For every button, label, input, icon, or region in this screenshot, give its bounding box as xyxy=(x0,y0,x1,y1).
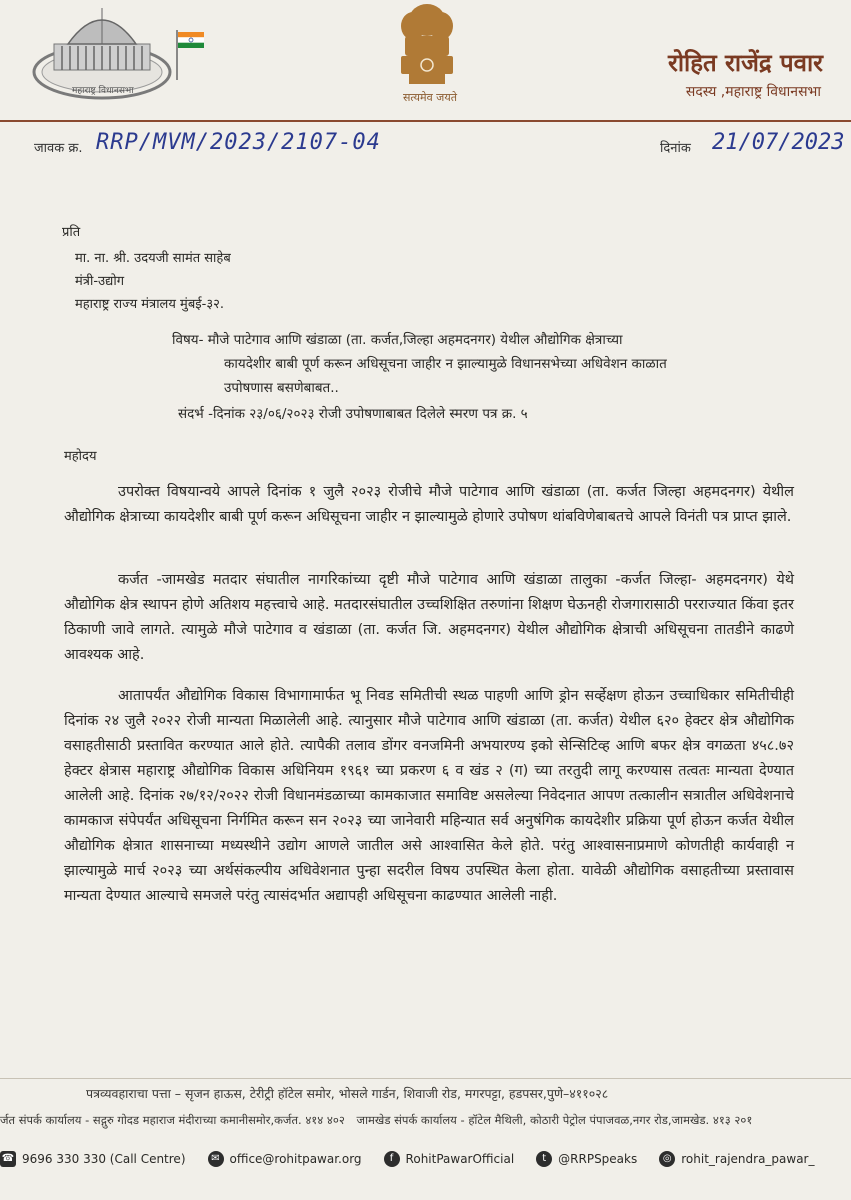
email-icon: ✉ xyxy=(208,1151,224,1167)
correspondence-address: पत्रव्यवहाराचा पत्ता – सृजन हाऊस, टेरीट्री हॉटेल समोर, भोसले गार्डन, शिवाजी रोड, मगरपट्टा, हडपसर,पुणे–४११०२८ xyxy=(86,1086,609,1101)
office-addresses xyxy=(0,1113,851,1128)
twitter-contact xyxy=(536,1151,637,1167)
date-label: दिनांक xyxy=(660,141,691,156)
sender-designation: सदस्य ,महाराष्ट्र विधानसभा xyxy=(685,84,821,100)
recipient-designation: मंत्री-उद्योग xyxy=(75,274,125,289)
instagram-handle: rohit_rajendra_pawar_ xyxy=(681,1152,815,1166)
ref-number: RRP/MVM/2023/2107-04 xyxy=(96,130,381,155)
paragraph-3: आतापर्यंत औद्योगिक विकास विभागामार्फत भू निवड समितीची स्थळ पाहणी आणि ड्रोन सर्व्हेक्षण होऊन उच्चाधिकार समितीचीही दिनांक २४ जुलै २०२२ रोजी मान्यता मिळालेली आहे. त्यानुसार मौजे पाटेगाव आणि खंडाळा (ता. कर्जत) येथील ६२० हेक्टर क्षेत्र औद्योगिक वसाहतीसाठी प्रस्तावित करण्यात आले होते. त्यापैकी तलाव डोंगर वनजमिनी अभयारण्य इको सेन्सिटिव्ह आणि बफर क्षेत्र वगळता ४५८.७२ हेक्टर क्षेत्रास महाराष्ट्र औद्योगिक विकास अधिनियम १९६१ च्या प्रकरण ६ व खंड २ (ग) च्या तरतुदी लागू करण्यास तत्वतः मान्यता देण्यात आलेली आहे. दिनांक २७/१२/२०२२ रोजी विधानमंडळाच्या कामकाजात समाविष्ट असलेल्या निवेदनात आपण तत्कालीन सत्रातील अधिवेशनाचे कामकाज संपेपर्यंत अधिसूचना निर्गमित करून सन २०२३ च्या जानेवारी महिन्यात सर्व अनुषंगिक कायदेशीर प्रक्रिया पूर्ण होऊन कर्जत येथील औद्योगिक क्षेत्रात शासनाच्या मध्यस्थीने उद्योग आणले जातील असे आश्वासित केले होते. परंतु आश्वासनाप्रमाणे कोणतीही कार्यवाही न झाल्यामुळे मार्च २०२३ च्या अर्थसंकल्पीय अधिवेशनात पुन्हा सदरील विषय उपस्थित केला होता. यावेळी औद्योगिक वसाहतीच्या प्रस्तावास मान्यता देण्यात आल्याचे समजले परंतु त्यासंदर्भात अद्यापही अधिसूचना काढण्यात आलेली नाही. xyxy=(64,688,794,904)
subject-line-3: उपोषणास बसणेबाबत.. xyxy=(224,380,339,396)
instagram-contact xyxy=(659,1151,814,1167)
recipient-prefix: प्रति xyxy=(62,225,81,240)
contact-bar xyxy=(0,1140,851,1178)
email-contact xyxy=(208,1151,362,1167)
paragraph-1: उपरोक्त विषयान्वये आपले दिनांक १ जुलै २०२३ रोजीचे मौजे पाटेगाव आणि खंडाळा (ता. कर्जत जिल्हा अहमदनगर) येथील औद्योगिक क्षेत्राच्या कायदेशीर बाबी पूर्ण करून अधिसूचना जाहीर न झाल्यामुळे होणारे उपोषण थांबविणेबाबतचे आपले विनंती पत्र प्राप्त झाले. xyxy=(64,484,794,525)
twitter-icon: t xyxy=(536,1151,552,1167)
subject-reference: संदर्भ -दिनांक २३/०६/२०२३ रोजी उपोषणाबाबत दिलेले स्मरण पत्र क्र. ५ xyxy=(178,406,528,422)
ref-label: जावक क्र. xyxy=(34,141,83,156)
karjat-office: र्जत संपर्क कार्यालय - सद्गुरु गोदड महाराज मंदीराच्या कमानीसमोर,कर्जत. ४१४ ४०२ xyxy=(0,1113,345,1127)
recipient-name: मा. ना. श्री. उदयजी सामंत साहेब xyxy=(75,251,231,266)
motto: सत्यमेव जयते xyxy=(402,91,457,104)
paragraph-2: कर्जत -जामखेड मतदार संघातील नागरिकांच्या दृष्टी मौजे पाटेगाव आणि खंडाळा तालुका -कर्जत जिल्हा- अहमदनगर) येथे औद्योगिक क्षेत्र स्थापन होणे अतिशय महत्त्वाचे आहे. मतदारसंघातील उच्चशिक्षित तरुणांना शिक्षण घेऊनही रोजगारासाठी परराज्यात किंवा इतर ठिकाणी जावे लागते. त्यामुळे मौजे पाटेगाव व खंडाळा (ता. कर्जत जि. अहमदनगर) येथील औद्योगिक क्षेत्राची अधिसूचना तातडीने काढणे आवश्यक आहे. xyxy=(64,572,794,663)
instagram-icon: ◎ xyxy=(659,1151,675,1167)
national-emblem-icon xyxy=(387,0,467,90)
letterhead xyxy=(0,0,851,120)
footer-divider xyxy=(0,1078,851,1079)
phone-contact xyxy=(0,1151,186,1167)
jamkhed-office: जामखेड संपर्क कार्यालय - हॉटेल मैथिली, कोठारी पेट्रोल पंपाजवळ,नगर रोड,जामखेड. ४१३ २०१ xyxy=(356,1113,753,1127)
salutation: महोदय xyxy=(64,449,97,464)
letter-date: 21/07/2023 xyxy=(712,130,845,155)
phone-number: 9696 330 330 (Call Centre) xyxy=(22,1152,186,1166)
email-address: office@rohitpawar.org xyxy=(229,1152,362,1166)
header-divider xyxy=(0,120,851,122)
facebook-contact xyxy=(384,1151,515,1167)
facebook-icon: f xyxy=(384,1151,400,1167)
twitter-handle: @RRPSpeaks xyxy=(558,1152,638,1166)
sender-name: रोहित राजेंद्र पवार xyxy=(668,49,823,77)
facebook-handle: RohitPawarOfficial xyxy=(405,1152,515,1166)
recipient-address: महाराष्ट्र राज्य मंत्रालय मुंबई-३२. xyxy=(75,297,224,312)
phone-icon: ☎ xyxy=(0,1151,16,1167)
subject-line-2: कायदेशीर बाबी पूर्ण करून अधिसूचना जाहीर न झाल्यामुळे विधानसभेच्या अधिवेशन काळात xyxy=(224,356,667,372)
vidhan-caption: महाराष्ट्र विधानसभा xyxy=(72,86,134,96)
indian-flag-icon xyxy=(178,32,204,48)
subject-line-1: विषय- मौजे पाटेगाव आणि खंडाळा (ता. कर्जत,जिल्हा अहमदनगर) येथील औद्योगिक क्षेत्राच्या xyxy=(172,332,623,348)
